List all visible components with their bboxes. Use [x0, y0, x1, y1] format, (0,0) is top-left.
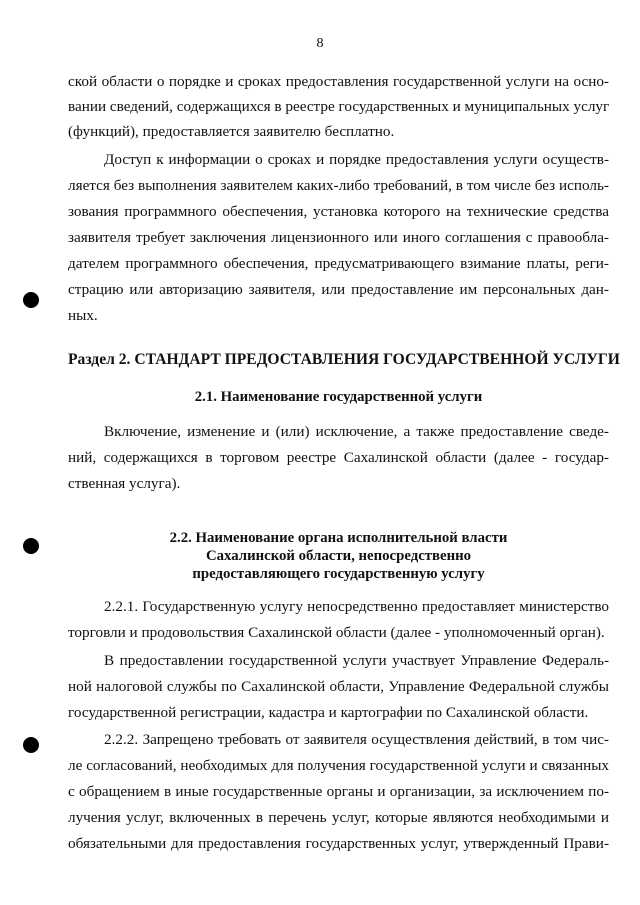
text-line: 2.2.2. Запрещено требовать от заявителя осуществления действий, в том чис-	[104, 731, 609, 748]
text-line: государственной регистрации, кадастра и картографии по Сахалинской области.	[68, 704, 589, 721]
text-line: ной налоговой службы по Сахалинской области, Управление Федеральной службы	[68, 678, 609, 695]
text-line: заявителя требует заключения лицензионного или иного соглашения с правообла-	[68, 229, 609, 246]
text-line: дателем программного обеспечения, предусматривающего взимание платы, реги-	[68, 255, 609, 272]
text-line: Включение, изменение и (или) исключение, а также предоставление сведе-	[104, 423, 609, 440]
punch-hole-mark	[23, 737, 39, 753]
text-line: лучения услуг, включенных в перечень услуг, которые являются необходимыми и	[68, 809, 609, 826]
text-line: ле согласований, необходимых для получения государственной услуги и связанных	[68, 757, 609, 774]
subsection-heading-2-1: 2.1. Наименование государственной услуги	[194, 389, 483, 405]
text-line: обязательными для предоставления государственных услуг, утвержденный Прави-	[68, 835, 609, 852]
page-number: 8	[316, 36, 324, 51]
punch-hole-mark	[23, 538, 39, 554]
subsection-heading-2-2	[68, 529, 609, 583]
heading-line: предоставляющего государственную услугу	[192, 566, 485, 582]
text-line: торговли и продовольствия Сахалинской области (далее - уполномоченный орган).	[68, 624, 605, 641]
text-line: Доступ к информации о сроках и порядке предоставления услуги осуществ-	[104, 151, 609, 168]
text-line: 2.2.1. Государственную услугу непосредственно предоставляет министерство	[104, 598, 609, 615]
text-line: ственная услуга).	[68, 475, 181, 492]
section-heading: Раздел 2. СТАНДАРТ ПРЕДОСТАВЛЕНИЯ ГОСУДАРСТВЕННОЙ УСЛУГИ	[68, 351, 620, 368]
text-line: ний, содержащихся в торговом реестре Сахалинской области (далее - государ-	[68, 449, 609, 466]
text-line: (функций), предоставляется заявителю бесплатно.	[68, 123, 395, 140]
punch-hole-mark	[23, 292, 39, 308]
text-line: В предоставлении государственной услуги участвует Управление Федераль-	[104, 652, 609, 669]
text-line: вании сведений, содержащихся в реестре государственных и муниципальных услуг	[68, 98, 610, 115]
text-line: ляется без выполнения заявителем каких-либо требований, в том числе без исполь-	[68, 177, 609, 194]
text-line: зования программного обеспечения, установка которого на технические средства	[68, 203, 609, 220]
text-line: страцию или авторизацию заявителя, или предоставление им персональных дан-	[68, 281, 609, 298]
text-line: ской области о порядке и сроках предоставления государственной услуги на осно-	[68, 73, 609, 90]
heading-line: 2.2. Наименование органа исполнительной власти	[169, 530, 508, 546]
text-line: ных.	[68, 307, 98, 324]
text-line: с обращением в иные государственные органы и организации, за исключением по-	[68, 783, 609, 800]
heading-line: Сахалинской области, непосредственно	[205, 548, 472, 564]
